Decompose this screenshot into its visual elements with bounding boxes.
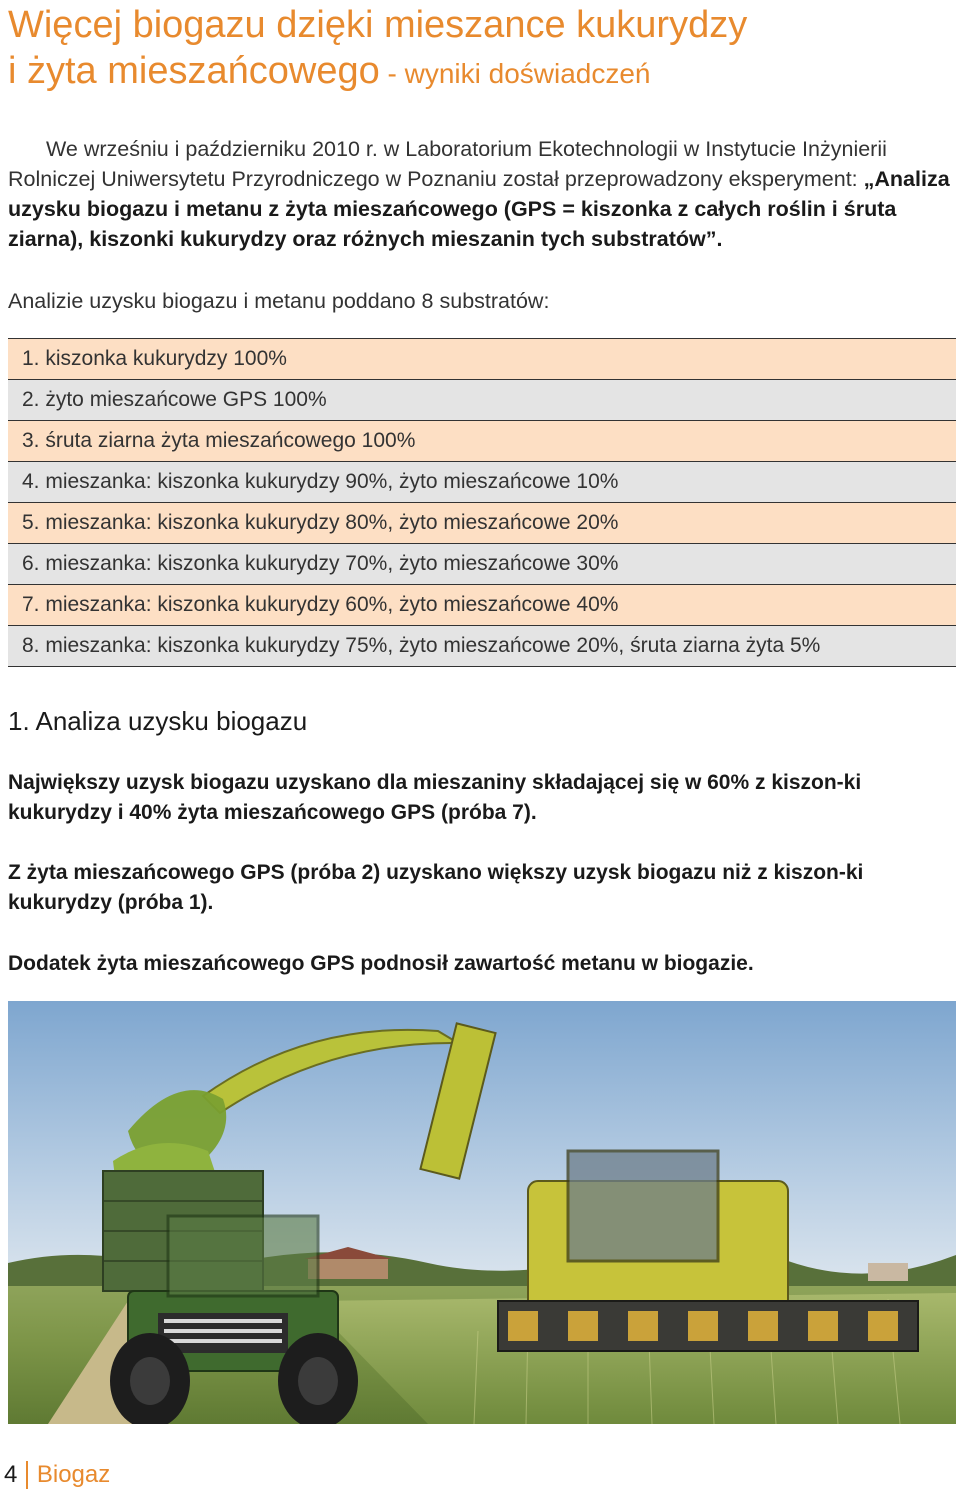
substrate-item-1: 1. kiszonka kukurydzy 100% (8, 339, 956, 380)
finding-2: Z żyta mieszańcowego GPS (próba 2) uzyskano większy uzysk biogazu niż z kiszon-ki kukurydzy (próba 1). (8, 861, 864, 914)
footer-separator (26, 1461, 28, 1489)
harvest-illustration (8, 1001, 956, 1424)
page-footer (4, 1458, 110, 1492)
page-title (8, 2, 948, 97)
substrate-item-3: 3. śruta ziarna żyta mieszańcowego 100% (8, 421, 956, 462)
title-line-1: Więcej biogazu dzięki mieszance kukurydzy (8, 4, 748, 46)
substrate-item-6: 6. mieszanka: kiszonka kukurydzy 70%, żyto mieszańcowe 30% (8, 544, 956, 585)
harvest-photo (8, 1001, 956, 1424)
substrate-item-2: 2. żyto mieszańcowe GPS 100% (8, 380, 956, 421)
substrate-list (8, 338, 956, 667)
finding-1: Największy uzysk biogazu uzyskano dla mieszaniny składającej się w 60% z kiszon-ki kukurydzy i 40% żyta mieszańcowego GPS (próba 7). (8, 771, 862, 824)
intro-experiment-title: „Analiza uzysku biogazu i metanu z żyta mieszańcowego (GPS = kiszonka z całych roślin i śruta ziarna), kiszonki kukurydzy oraz różnych mieszanin tych substratów”. (8, 167, 950, 251)
substrate-item-4: 4. mieszanka: kiszonka kukurydzy 90%, żyto mieszańcowe 10% (8, 462, 956, 503)
finding-3: Dodatek żyta mieszańcowego GPS podnosił zawartość metanu w biogazie. (8, 952, 754, 975)
intro-paragraph (8, 134, 956, 254)
intro-text: We wrześniu i październiku 2010 r. w Laboratorium Ekotechnologii w Instytucie Inżynierii Rolniczej Uniwersytetu Przyrodniczego w Poznaniu został przeprowadzony eksperyment: (8, 137, 887, 191)
substrate-list-intro: Analizie uzysku biogazu i metanu poddano 8 substratów: (8, 289, 550, 313)
substrate-item-8: 8. mieszanka: kiszonka kukurydzy 75%, żyto mieszańcowe 20%, śruta ziarna żyta 5% (8, 626, 956, 667)
substrate-item-7: 7. mieszanka: kiszonka kukurydzy 60%, żyto mieszańcowe 40% (8, 585, 956, 626)
page-number: 4 (4, 1461, 18, 1488)
title-subtitle: - wyniki doświadczeń (379, 58, 651, 89)
section-heading: 1. Analiza uzysku biogazu (8, 706, 308, 736)
footer-section-label: Biogaz (36, 1461, 111, 1488)
substrate-item-5: 5. mieszanka: kiszonka kukurydzy 80%, żyto mieszańcowe 20% (8, 503, 956, 544)
title-line-2: i żyta mieszańcowego (8, 50, 380, 92)
